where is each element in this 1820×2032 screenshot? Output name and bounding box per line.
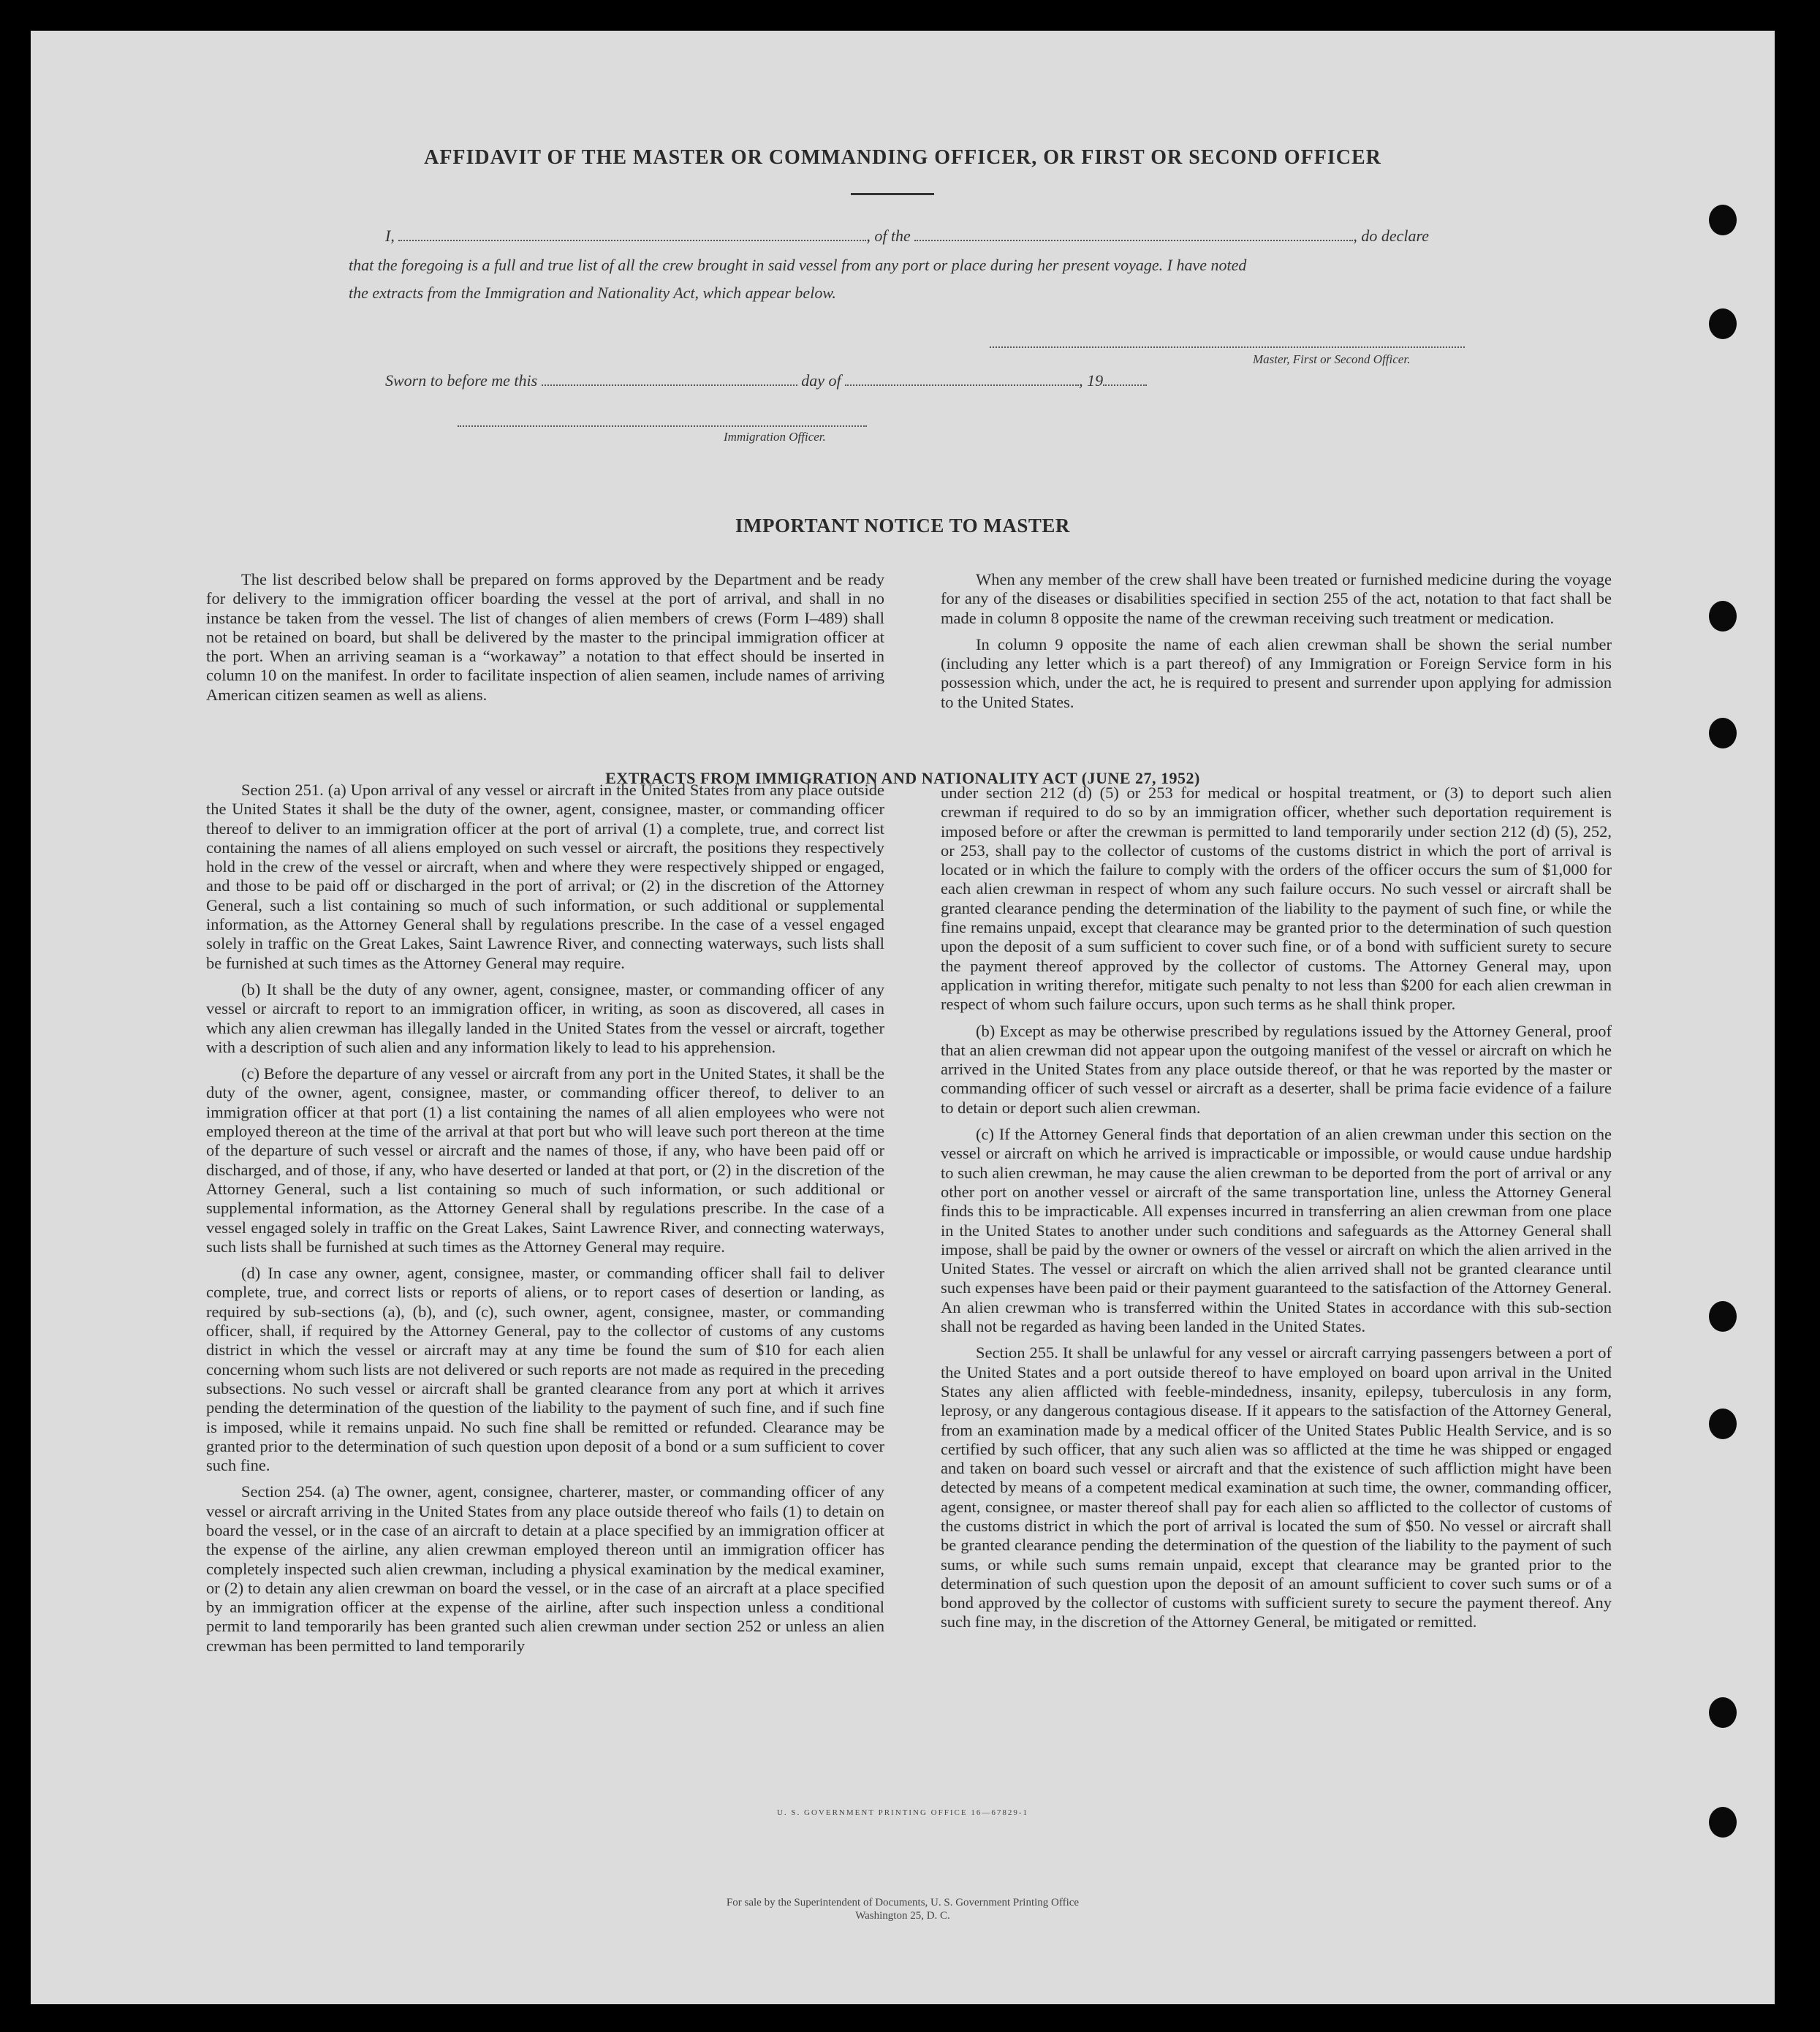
immigration-officer-caption: Immigration Officer. — [724, 430, 826, 444]
section-254-a: Section 254. (a) The owner, agent, consignee, charterer, master, or commanding officer of any vessel or aircraft arriving in the United States from any place outside thereof who fails (1) to detain on board the vessel, or in the case of an aircraft to detain at a place specified by an immigration officer at the expense of the airline, any alien crewman employed thereon until an immigration officer has completely inspected such alien crewman, including a physical examination by the medical examiner, or (2) to detain any alien crewman on board the vessel, or in the case of an aircraft at a place specified by an immigration officer at the expense of the airline, after such inspection unless a conditional permit to land temporarily has been granted such alien crewman under section 252 or unless an alien crewman has been permitted to land temporarily — [206, 1482, 884, 1655]
gpo-imprint: U. S. GOVERNMENT PRINTING OFFICE 16—67829-1 — [776, 1808, 1028, 1817]
sale-notice — [31, 1896, 1775, 1922]
master-signature-line[interactable] — [990, 346, 1465, 348]
extracts-left-column — [206, 781, 884, 1663]
day-of-label: day of — [801, 371, 841, 390]
vessel-field[interactable] — [914, 230, 1353, 241]
binder-hole — [1709, 718, 1737, 748]
binder-hole — [1709, 205, 1737, 235]
declaration-line — [385, 227, 1429, 246]
section-251-c: (c) Before the departure of any vessel or aircraft from any port in the United States, it shall be the duty of the owner, agent, consignee, master, or commanding officer thereof, to deliver to an immigration officer at that port (1) a list containing the names of all alien employees who were not employed thereon at the time of the arrival at that port but who will leave such port thereon at the time of the departure of such vessel or aircraft and the names of those, if any, who have been paid off or discharged, and of those, if any, who have deserted or landed at that port, or (2) in the discretion of the Attorney General, such a list containing so much of such information, or such additional or supplemental information, as the Attorney General shall by regulations prescribe. In the case of a vessel engaged solely in traffic on the Great Lakes, Saint Lawrence River, and connecting waterways, such lists shall be furnished at such times as the Attorney General may require. — [206, 1064, 884, 1256]
year-field[interactable] — [1103, 374, 1147, 386]
sale-line-1: For sale by the Superintendent of Documents, U. S. Government Printing Office — [726, 1897, 1080, 1908]
statement-line-2: the extracts from the Immigration and Nationality Act, which appear below. — [349, 284, 836, 302]
of-the-label: , of the — [866, 227, 911, 245]
section-254-a-continued: under section 212 (d) (5) or 253 for medical or hospital treatment, or (3) to deport such alien crewman if required to do so by an immigration officer, whether such deportation requirement is imposed before or after the crewman is permitted to land temporarily under section 212 (d) (5), 252, or 253, shall pay to the collector of customs of the customs district in which the port of arrival is located or in which the failure to comply with the orders of the officer occurs the sum of $1,000 for each alien crewman in respect of whom any such failure occurs. No such vessel or aircraft shall be granted clearance pending the determination of the liability to the payment of such fine, or while the fine remains unpaid, except that clearance may be granted prior to the determination of such question upon the deposit of a sum sufficient to cover such fine, or of a bond with sufficient surety to secure the payment thereof approved by the collector of customs. The Attorney General may, upon application in writing therefor, mitigate such penalty to not less than $200 for each alien crewman in respect of whom such failure occurs, upon such terms as he shall think proper. — [941, 784, 1612, 1014]
binder-hole — [1709, 1301, 1737, 1332]
sworn-date-field[interactable] — [542, 374, 797, 386]
title-rule — [851, 193, 934, 195]
master-caption: Master, First or Second Officer. — [1253, 352, 1411, 366]
sworn-label: Sworn to before me this — [385, 371, 538, 390]
sworn-line — [385, 371, 1147, 390]
document-page — [31, 31, 1775, 2004]
binder-hole — [1709, 601, 1737, 632]
extracts-title: EXTRACTS FROM IMMIGRATION AND NATIONALITY ACT (JUNE 27, 1952) — [605, 769, 1200, 787]
extracts-right-column — [941, 784, 1612, 1639]
notice-right-paragraph-2: In column 9 opposite the name of each alien crewman shall be shown the serial number (including any letter which is a part thereof) of any Immigration or Foreign Service form in his possession which, under the act, he is required to present and surrender upon applying for admission to the United States. — [941, 634, 1612, 711]
section-251-b: (b) It shall be the duty of any owner, agent, consignee, master, or commanding officer of any vessel or aircraft to report to an immigration officer, in writing, as soon as discovered, all cases in which any alien crewman has illegally landed in the United States from the vessel or aircraft, together with a description of such alien and any information likely to lead to his apprehension. — [206, 979, 884, 1056]
sale-line-2: Washington 25, D. C. — [855, 1910, 950, 1922]
year-label: , 19 — [1079, 371, 1104, 390]
section-255: Section 255. It shall be unlawful for any vessel or aircraft carrying passengers between a port of the United States and a port outside thereof to have employed on board upon arrival in the United States any alien afflicted with feeble-mindedness, insanity, epilepsy, tuberculosis in any form, leprosy, or any dangerous contagious disease. If it appears to the satisfaction of the Attorney General, from an examination made by a medical officer of the United States Public Health Service, and is so certified by such officer, that any such alien was so afflicted at the time he was shipped or engaged and taken on board such vessel or aircraft and that the existence of such affliction might have been detected by means of a competent medical examination at such time, the owner, commanding officer, agent, consignee, or master thereof shall pay for each alien so afflicted to the collector of customs of the customs district in which the port of arrival is located the sum of $50. No vessel or aircraft shall be granted clearance pending the determination of the question of the liability to the payment of such sums, or while such sums remain unpaid, except that clearance may be granted prior to the determination of such question upon the deposit of an amount sufficient to cover such sums or of a bond approved by the collector of customs with sufficient surety to secure the payment thereof. Any such fine may, in the discretion of the Attorney General, be mitigated or remitted. — [941, 1343, 1612, 1631]
section-254-c: (c) If the Attorney General finds that deportation of an alien crewman under this section on the vessel or aircraft on which he arrived is impracticable or impossible, or would cause undue hardship to such alien crewman, he may cause the alien crewman to be deported from the port of arrival or any other port on another vessel or aircraft of the same transportation line, unless the Attorney General finds this to be impracticable. All expenses incurred in transferring an alien crewman from one place in the United States to another under such conditions and safeguards as the Attorney General shall impose, shall be paid by the owner or owners of the vessel or aircraft on which the alien arrived in the United States. The vessel or aircraft on which the alien arrived shall not be granted clearance until such expenses have been paid or their payment guaranteed to the satisfaction of the Attorney General. An alien crewman who is transferred within the United States in accordance with this sub-section shall not be regarded as having been landed in the United States. — [941, 1125, 1612, 1336]
month-field[interactable] — [845, 374, 1079, 386]
section-251-a: Section 251. (a) Upon arrival of any vessel or aircraft in the United States from any place outside the United States it shall be the duty of the owner, agent, consignee, master, or commanding officer thereof to deliver to an immigration officer at the port of arrival (1) a complete, true, and correct list containing the names of all aliens employed on such vessel or aircraft, the positions they respectively hold in the crew of the vessel or aircraft, when and where they were respectively shipped or engaged, and those to be paid off or discharged in the port of arrival; or (2) in the discretion of the Attorney General, such a list containing so much of such information, or such additional or supplemental information, as the Attorney General shall by regulations prescribe. In the case of a vessel engaged solely in traffic on the Great Lakes, Saint Lawrence River, and connecting waterways, such lists shall be furnished at such times as the Attorney General may require. — [206, 781, 884, 972]
statement-line-1: that the foregoing is a full and true list of all the crew brought in said vessel from any port or place during her present voyage. I have noted — [349, 256, 1247, 274]
do-declare-label: , do declare — [1353, 227, 1429, 245]
notice-left-paragraph: The list described below shall be prepared on forms approved by the Department and be ready for delivery to the immigration officer boarding the vessel at the port of arrival, and shall in no instance be taken from the vessel. The list of changes of alien members of crews (Form I–489) shall not be retained on board, but shall be delivered by the master to the principal immigration officer at the port. When an arriving seaman is a “workaway” a notation to that effect should be inserted in column 10 on the manifest. In order to facilitate inspection of alien seamen, include names of arriving American citizen seamen as well as aliens. — [206, 570, 884, 704]
section-254-b: (b) Except as may be otherwise prescribed by regulations issued by the Attorney General, proof that an alien crewman did not appear upon the outgoing manifest of the vessel or aircraft on which he arrived in the United States from any place outside thereof, or that he was reported by the master or commanding officer of such vessel or aircraft as a deserter, shall be prima facie evidence of a failure to detain or deport such alien crewman. — [941, 1021, 1612, 1117]
i-label: I, — [385, 227, 395, 245]
name-field[interactable] — [398, 230, 866, 241]
notice-right-paragraph-1: When any member of the crew shall have been treated or furnished medicine during the voyage for any of the diseases or disabilities specified in section 255 of the act, notation to that fact shall be made in column 8 opposite the name of the crewman receiving such treatment or medication. — [941, 570, 1612, 627]
notice-left-column — [206, 570, 884, 712]
affidavit-title: AFFIDAVIT OF THE MASTER OR COMMANDING OFFICER, OR FIRST OR SECOND OFFICER — [424, 146, 1381, 169]
notice-right-column — [941, 570, 1612, 719]
binder-hole — [1709, 308, 1737, 339]
section-251-d: (d) In case any owner, agent, consignee, master, or commanding officer shall fail to deliver complete, true, and correct lists or reports of aliens, or to report cases of desertion or landing, as required by sub-sections (a), (b), and (c), such owner, agent, consignee, master, or commanding officer, shall, if required by the Attorney General, pay to the collector of customs of any customs district in which the vessel or aircraft may at any time be found the sum of $10 for each alien concerning whom such lists are not delivered or such reports are not made as required in the preceding subsections. No such vessel or aircraft shall be granted clearance from any port at which it arrives pending the determination of the question of the liability to the payment of such fine, and if such fine is imposed, while it remains unpaid. No such fine shall be remitted or refunded. Clearance may be granted prior to the determination of such question upon deposit of a bond or a sum sufficient to cover such fine. — [206, 1264, 884, 1475]
binder-hole — [1709, 1409, 1737, 1439]
notice-title: IMPORTANT NOTICE TO MASTER — [735, 515, 1070, 537]
binder-hole — [1709, 1697, 1737, 1728]
immigration-officer-signature-line[interactable] — [458, 425, 867, 427]
